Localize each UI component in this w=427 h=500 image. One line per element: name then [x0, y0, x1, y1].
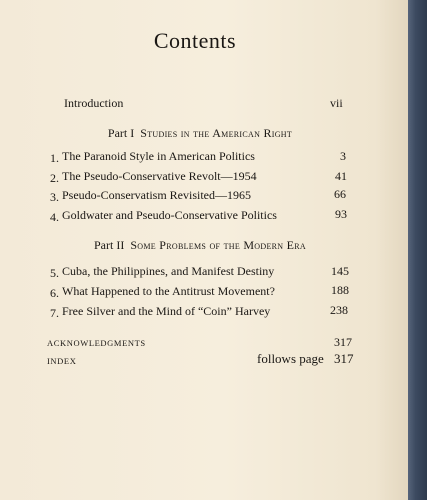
chapter-5-title: Cuba, the Philippines, and Manifest Destiny — [62, 264, 275, 278]
chapter-2-page: 41 — [335, 169, 347, 183]
index-note: follows page — [257, 351, 324, 366]
chapter-4-page: 93 — [335, 207, 347, 221]
part-1-title: Studies in the American Right — [140, 126, 293, 140]
book-cover-edge — [408, 0, 427, 500]
chapter-7-number: 7. — [50, 306, 59, 320]
part-2-heading — [0, 238, 400, 253]
chapter-3-title: Pseudo-Conservatism Revisited—1965 — [62, 188, 251, 202]
chapter-6-number: 6. — [50, 286, 59, 300]
chapter-7-title: Free Silver and the Mind of “Coin” Harvey — [62, 304, 271, 318]
chapter-3-page: 66 — [334, 187, 346, 201]
chapter-5-number: 5. — [50, 266, 59, 280]
chapter-2-number: 2. — [50, 171, 59, 185]
index-page: 317 — [334, 351, 354, 366]
toc-introduction-label: Introduction — [64, 96, 124, 110]
chapter-2-title: The Pseudo-Conservative Revolt—1954 — [62, 169, 257, 183]
chapter-1-title: The Paranoid Style in American Politics — [62, 149, 255, 163]
chapter-7-page: 238 — [330, 303, 348, 317]
acknowledgments-page: 317 — [334, 335, 352, 349]
chapter-1-number: 1. — [50, 151, 59, 165]
part-1-heading — [0, 126, 400, 141]
chapter-4-number: 4. — [50, 210, 59, 224]
part-2-label: Part II — [94, 238, 125, 252]
toc-introduction-page: vii — [330, 96, 343, 110]
chapter-3-number: 3. — [50, 190, 59, 204]
chapter-6-title: What Happened to the Antitrust Movement? — [62, 284, 275, 298]
index-label: INDEX — [47, 356, 77, 366]
acknowledgments-label: ACKNOWLEDGMENTS — [47, 338, 146, 348]
part-1-label: Part I — [107, 126, 135, 140]
part-2-title: Some Problems of the Modern Era — [130, 238, 306, 252]
chapter-5-page: 145 — [331, 264, 349, 278]
chapter-4-title: Goldwater and Pseudo-Conservative Politics — [62, 208, 277, 222]
chapter-6-page: 188 — [331, 283, 349, 297]
page-title: Contents — [153, 28, 237, 53]
chapter-1-page: 3 — [340, 149, 346, 163]
